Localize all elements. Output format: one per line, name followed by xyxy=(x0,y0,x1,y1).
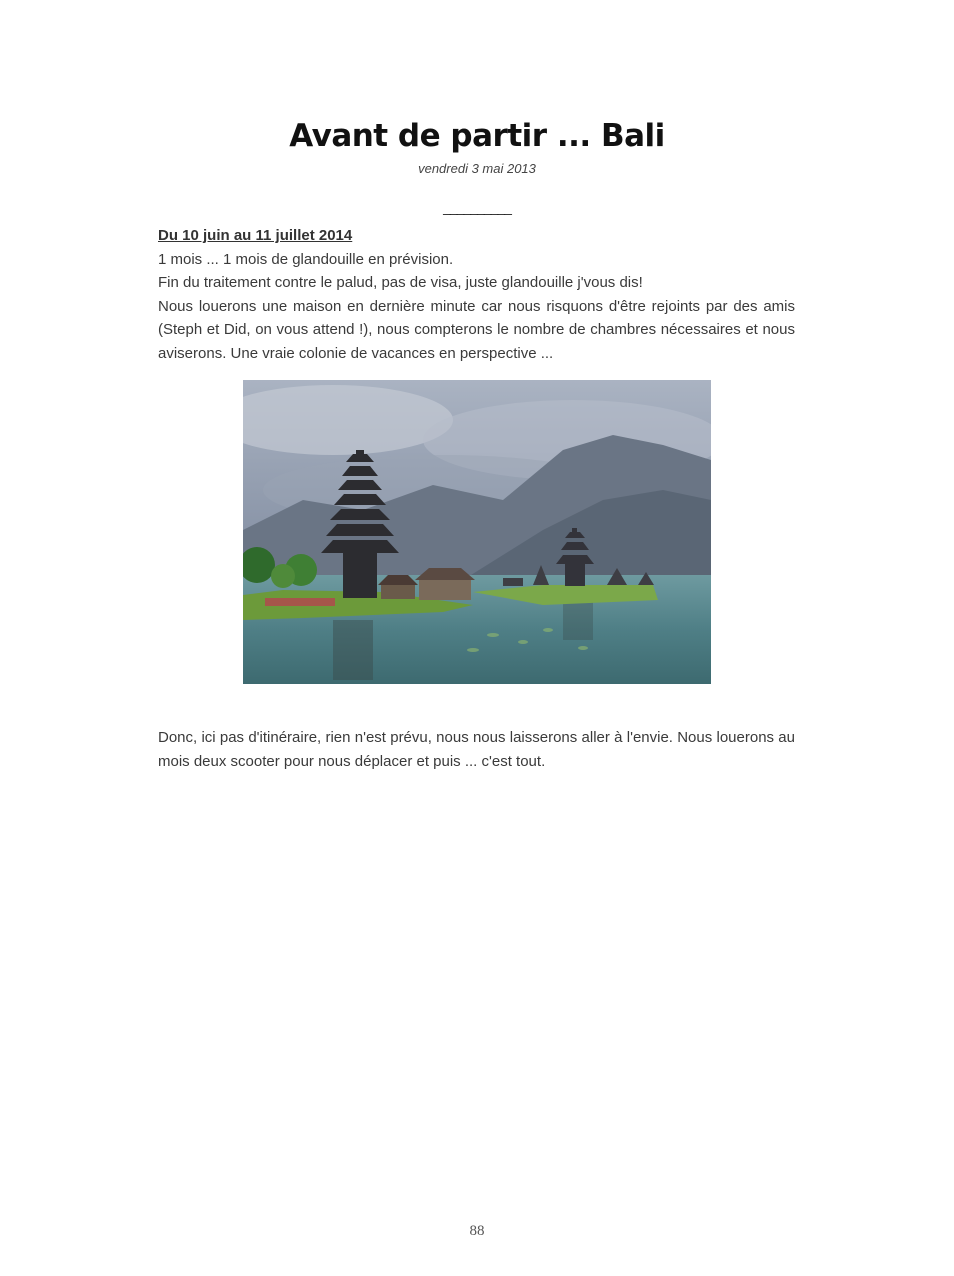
closing-paragraph xyxy=(158,726,795,773)
bali-temple-photo xyxy=(243,380,711,684)
trip-dates-subheading: Du 10 juin au 11 juillet 2014 xyxy=(158,227,353,244)
post-date: vendredi 3 mai 2013 xyxy=(418,161,536,176)
closing-text: Donc, ici pas d'itinéraire, rien n'est prévu, nous nous laisserons aller à l'envie. Nous louerons au mois deux scooter pour nous déplacer et puis ... c'est tout. xyxy=(158,729,795,770)
separator-line: __________ xyxy=(443,199,511,215)
post-body xyxy=(158,224,795,365)
paragraph-line-3: Nous louerons une maison en dernière minute car nous risquons d'être rejoints par des amis (Steph et Did, on vous attend !), nous compterons le nombre de chambres nécessaires et nous aviserons. Une vraie colonie de vacances en perspective ... xyxy=(158,297,795,362)
paragraph-line-2: Fin du traitement contre le palud, pas de visa, juste glandouille j'vous dis! xyxy=(158,274,643,291)
page-number: 88 xyxy=(469,1223,485,1239)
post-title: Avant de partir ... Bali xyxy=(289,118,665,154)
paragraph-line-1: 1 mois ... 1 mois de glandouille en prévision. xyxy=(158,250,454,268)
